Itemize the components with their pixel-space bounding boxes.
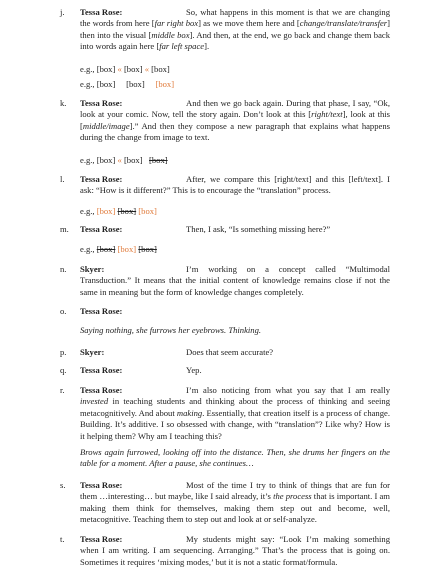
speaker-name: Skyer: bbox=[80, 347, 105, 357]
example-line: e.g., [box] [box] [box] bbox=[80, 206, 157, 216]
speaker-name: Tessa Rose: bbox=[80, 306, 123, 316]
entry-text: Then, I ask, “Is something missing here?” bbox=[186, 224, 331, 234]
speaker-name: Tessa Rose: bbox=[80, 480, 123, 490]
speaker-name: Tessa Rose: bbox=[80, 224, 123, 234]
stage-direction: Brows again furrowed, looking off into the distance. Then, she drums her fingers on the table for a moment. After a pause, she continues… bbox=[80, 447, 390, 469]
entry-label: l. bbox=[60, 174, 65, 184]
speaker-name: Tessa Rose: bbox=[80, 98, 123, 108]
entry-q bbox=[60, 365, 390, 376]
entry-text: Does that seem accurate? bbox=[186, 347, 274, 357]
entry-label: o. bbox=[60, 306, 67, 316]
entry-n bbox=[60, 264, 390, 298]
speaker-name: Tessa Rose: bbox=[80, 7, 123, 17]
entry-label: p. bbox=[60, 347, 67, 357]
speaker-name: Skyer: bbox=[80, 264, 105, 274]
entry-label: s. bbox=[60, 480, 66, 490]
speaker-name: Tessa Rose: bbox=[80, 534, 123, 544]
entry-text: I’m also noticing from what you say that I am really invested in teaching students and thinking about the process of thinking and seeing metacognitively. And about making. Essentially, that creation itself is a process of change. Building. It’s additive. I so obsessed with change, with “translation”? Like why? How is it helping them? Why am I teaching this? bbox=[80, 385, 390, 441]
entry-j bbox=[60, 7, 390, 53]
entry-text: Most of the time I try to think of things that are fun for them …interesting… but maybe, like I said already, it’s the process that is important. I am making them think for themselves, making them step out and become, well, metacognitive. Teaching them to step out and look at or self-analyze. bbox=[80, 480, 390, 525]
entry-label: q. bbox=[60, 365, 67, 375]
entry-l bbox=[60, 174, 390, 197]
entry-label: j. bbox=[60, 7, 65, 17]
entry-label: m. bbox=[60, 224, 69, 234]
entry-label: k. bbox=[60, 98, 67, 108]
example-line: e.g., [box] « [box] « [box] bbox=[80, 64, 170, 74]
entry-text: So, what happens in this moment is that we are changing the words from here [far right box] as we move them here and [change/translate/transfer] then into the visual [middle box]. And then, at the end, we go back and change them back into words again here [far left space]. bbox=[80, 7, 390, 52]
entry-label: n. bbox=[60, 264, 67, 274]
speaker-name: Tessa Rose: bbox=[80, 385, 123, 395]
entry-label: r. bbox=[60, 385, 65, 395]
entry-r bbox=[60, 385, 390, 442]
entry-text: I’m working on a concept called “Multimodal Transduction.” It means that the initial content of knowledge remains close if not the same in meaning but the form of knowledge changes completely. bbox=[80, 264, 390, 297]
example-line: e.g., [box] « [box] [box] bbox=[80, 155, 168, 165]
example-line: e.g., [box] [box] [box] bbox=[80, 79, 175, 89]
entry-text: Yep. bbox=[186, 365, 202, 375]
entry-m bbox=[60, 224, 390, 235]
speaker-name: Tessa Rose: bbox=[80, 365, 123, 375]
speaker-name: Tessa Rose: bbox=[80, 174, 123, 184]
entry-s bbox=[60, 480, 390, 526]
entry-text: And then we go back again. During that phase, I say, “Ok, look at your comic. Now, tell the story again. Don’t look at this [right/text], look at this [middle/image].” And then they compose a new paragraph that explains what happens during the change from image to text. bbox=[80, 98, 390, 143]
entry-k bbox=[60, 98, 390, 144]
entry-t bbox=[60, 534, 390, 568]
entry-label: t. bbox=[60, 534, 65, 544]
example-line: e.g., [box] [box] [box] bbox=[80, 244, 157, 254]
stage-direction: Saying nothing, she furrows her eyebrows. Thinking. bbox=[80, 325, 262, 335]
entry-p bbox=[60, 347, 390, 358]
entry-text: My students might say: “Look I’m making something when I am writing. I am sequencing. Arranging.” That’s the process that is going on. Sometimes it requires ‘mixing modes,’ but it is not a static format/formula. bbox=[80, 534, 390, 567]
entry-text: After, we compare this [right/text] and this [left/text]. I ask: “How is it different?” This is to encourage the “translation” process. bbox=[80, 174, 390, 196]
